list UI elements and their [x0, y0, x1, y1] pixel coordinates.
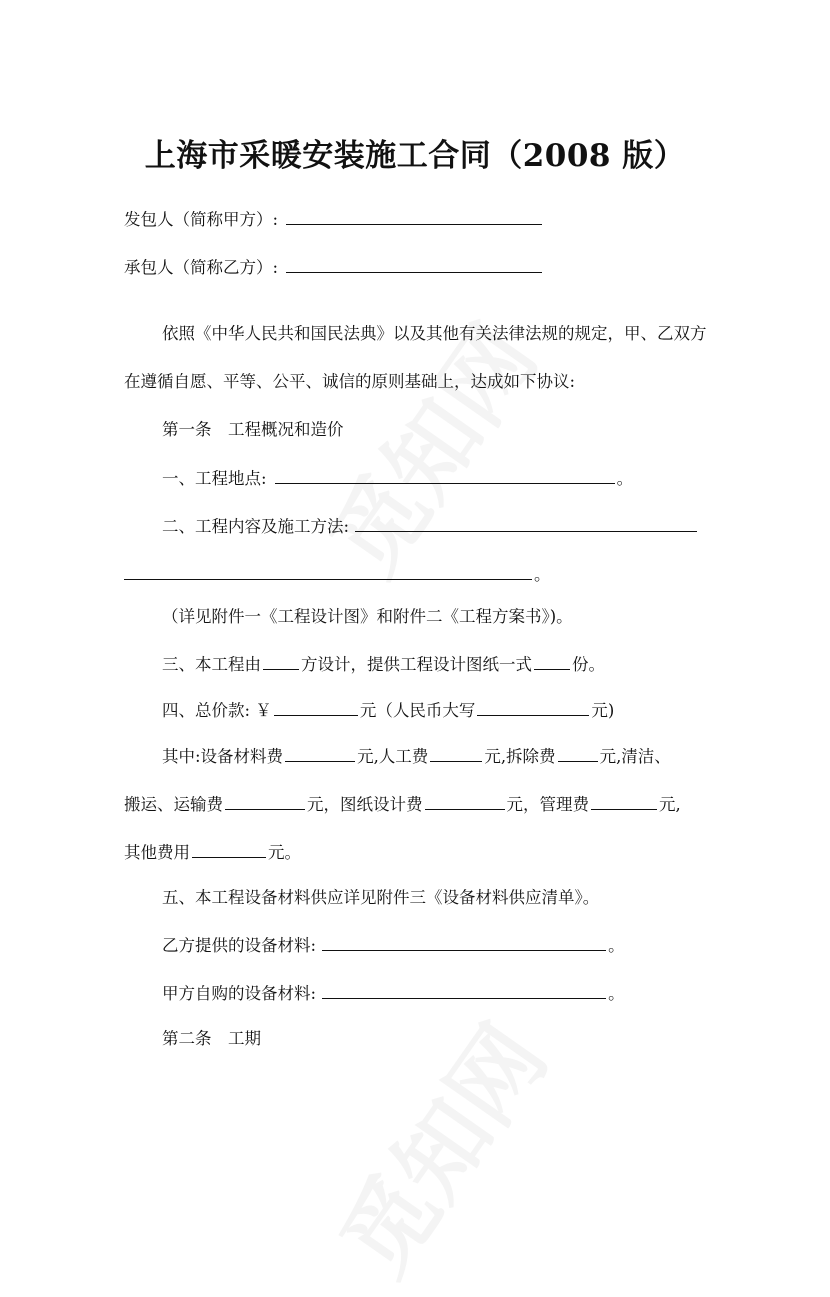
supply-a-label: 甲方自购的设备材料: [162, 984, 317, 1003]
item2-label: 二、工程内容及施工方法: [162, 517, 350, 536]
item3-prefix: 三、本工程由 [162, 655, 261, 674]
fees-line-2 [124, 792, 681, 817]
party-b-label: 承包人（简称乙方）: [124, 258, 279, 277]
article1-heading: 第一条 工程概况和造价 [162, 420, 344, 439]
work-location-blank[interactable] [275, 466, 615, 484]
fees2-mgmt: 元，管理费 [506, 795, 589, 814]
intro-line-1: 依照《中华人民共和国民法典》以及其他有关法律法规的规定，甲、乙双方 [162, 324, 707, 343]
intro-line-2: 在遵循自愿、平等、公平、诚信的原则基础上，达成如下协议: [124, 372, 576, 391]
equipment-fee-blank[interactable] [285, 744, 355, 762]
fees-demolition: 元,拆除费 [484, 747, 556, 766]
party-a-label: 发包人（简称甲方）: [124, 210, 279, 229]
item1-period: 。 [616, 469, 634, 488]
total-price-words-blank[interactable] [477, 698, 589, 716]
drawing-copies-blank[interactable] [534, 652, 570, 670]
fees2-drawing: 元，图纸设计费 [307, 795, 423, 814]
item1-label: 一、工程地点: [162, 469, 267, 488]
labor-fee-blank[interactable] [430, 744, 482, 762]
work-content-blank-2[interactable] [124, 562, 532, 580]
supply-a-line [162, 981, 625, 1006]
supply-b-period: 。 [608, 936, 625, 955]
fees2-prefix: 搬运、运输费 [124, 795, 223, 814]
demolition-fee-blank[interactable] [558, 744, 598, 762]
total-price-blank[interactable] [274, 698, 358, 716]
fees-line-3 [124, 840, 301, 865]
article2-heading: 第二条 工期 [162, 1029, 261, 1048]
work-content-blank-1[interactable] [355, 514, 697, 532]
supply-b-blank[interactable] [322, 933, 606, 951]
fees-prefix: 其中:设备材料费 [162, 747, 284, 766]
item4-prefix: 四、总价款: ￥ [162, 701, 272, 720]
supply-a-period: 。 [608, 984, 625, 1003]
supply-b-label: 乙方提供的设备材料: [162, 936, 317, 955]
party-a-line [124, 207, 544, 232]
transport-fee-blank[interactable] [225, 792, 305, 810]
item4-suffix: 元) [591, 701, 615, 720]
item3-line [162, 652, 605, 677]
party-b-line [124, 255, 544, 280]
party-b-blank[interactable] [286, 255, 542, 273]
fees2-suffix: 元, [659, 795, 681, 814]
item1-line [162, 466, 633, 491]
fees-line-1 [162, 744, 671, 769]
item2-line [162, 514, 699, 539]
other-fee-blank[interactable] [192, 840, 266, 858]
item2-note: （详见附件一《工程设计图》和附件二《工程方案书》)。 [162, 607, 573, 626]
drawing-fee-blank[interactable] [425, 792, 505, 810]
management-fee-blank[interactable] [591, 792, 657, 810]
watermark-bottom [305, 995, 571, 1297]
item4-middle: 元（人民币大写 [359, 701, 476, 720]
item4-line [162, 698, 614, 723]
contract-title: 上海市采暖安装施工合同（2008 版） [144, 138, 686, 174]
fees3-prefix: 其他费用 [124, 843, 190, 862]
supply-b-line [162, 933, 625, 958]
item3-middle: 方设计，提供工程设计图纸一式 [301, 655, 532, 674]
item2-continuation [124, 562, 551, 587]
item3-suffix: 份。 [572, 655, 605, 674]
fees-labor: 元,人工费 [357, 747, 429, 766]
design-party-blank[interactable] [263, 652, 299, 670]
supply-a-blank[interactable] [322, 981, 606, 999]
fees3-suffix: 元。 [268, 843, 301, 862]
fees-cleaning: 元,清洁、 [599, 747, 671, 766]
party-a-blank[interactable] [286, 207, 542, 225]
item2-period: 。 [534, 565, 551, 584]
item5-line: 五、本工程设备材料供应详见附件三《设备材料供应清单》。 [162, 888, 600, 907]
